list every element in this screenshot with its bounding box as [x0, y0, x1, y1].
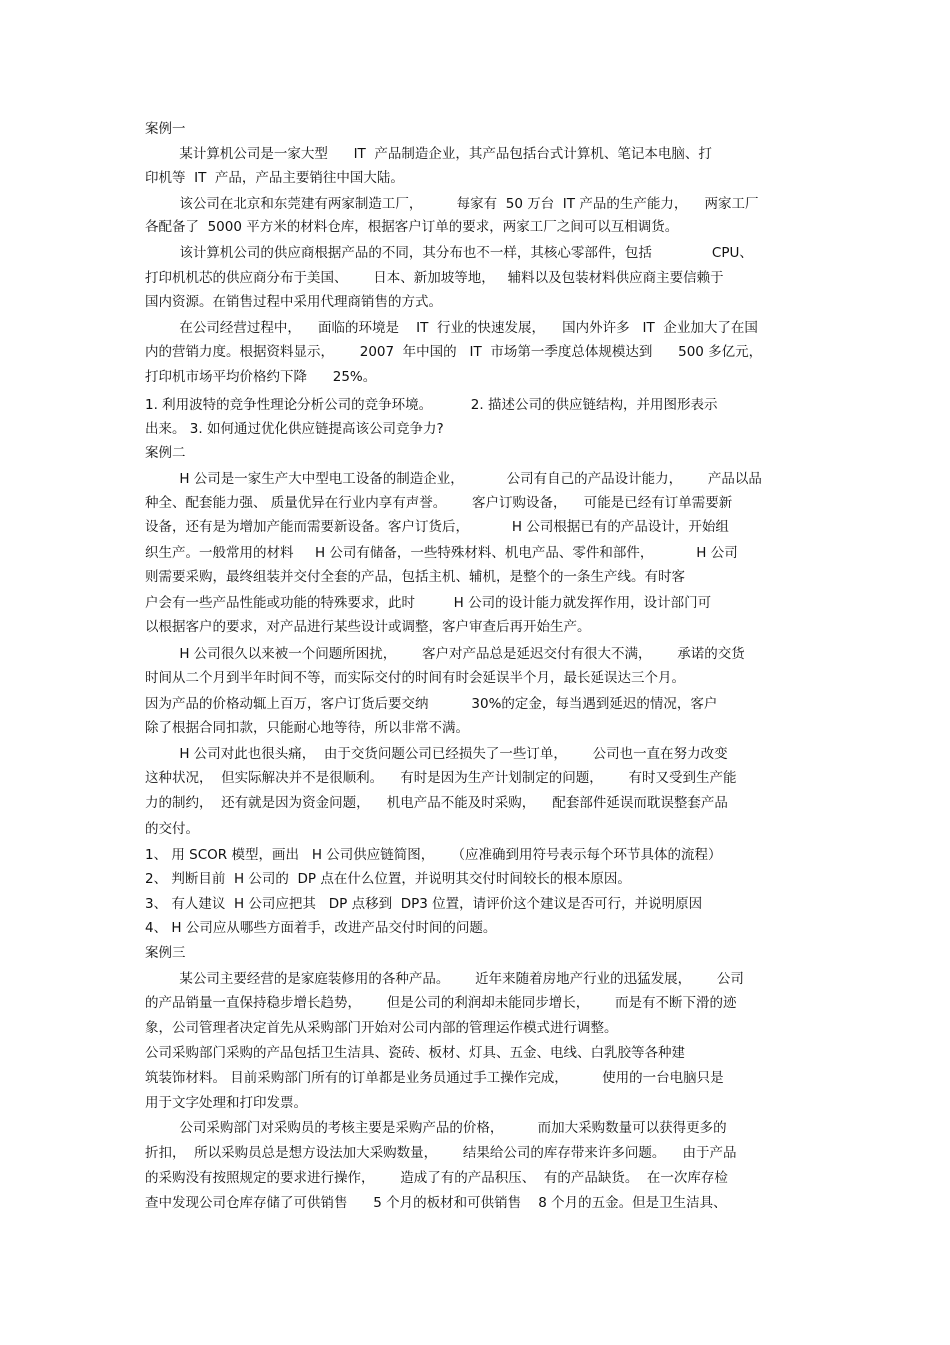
- text-line: 象，公司管理者决定首先从采购部门开始对公司内部的管理运作模式进行调整。: [145, 1020, 618, 1036]
- text-line: H 公司很久以来被一个问题所困扰， 客户对产品总是延迟交付有很大不满， 承诺的交货: [145, 646, 745, 662]
- text-line: 3、 有人建议 H 公司应把其 DP 点移到 DP3 位置，请评价这个建议是否可行，并说明原因: [145, 896, 703, 912]
- text-line: 1、 用 SCOR 模型，画出 H 公司供应链简图， （应准确到用符号表示每个环节具体的流程）: [145, 847, 722, 863]
- text-line: 2、 判断目前 H 公司的 DP 点在什么位置，并说明其交付时间较长的根本原因。: [145, 871, 631, 887]
- text-line: 各配备了 5000 平方米的材料仓库，根据客户订单的要求，两家工厂之间可以互相调货。: [145, 219, 679, 235]
- text-line: 1. 利用波特的竞争性理论分析公司的竞争环境。 2. 描述公司的供应链结构，并用图形表示: [145, 397, 718, 413]
- text-line: 时间从二个月到半年时间不等，而实际交付的时间有时会延误半个月，最长延误达三个月。: [145, 670, 685, 686]
- text-line: 案例二: [145, 445, 186, 461]
- text-line: 内的营销力度。根据资料显示， 2007 年中国的 IT 市场第一季度总体规模达到 500 多亿元，: [145, 344, 763, 360]
- text-line: 折扣， 所以采购员总是想方设法加大采购数量， 结果给公司的库存带来许多问题。 由于产品: [145, 1145, 737, 1161]
- text-line: 出来。 3. 如何通过优化供应链提高该公司竞争力?: [145, 421, 444, 437]
- text-line: 印机等 IT 产品，产品主要销往中国大陆。: [145, 170, 404, 186]
- text-line: H 公司是一家生产大中型电工设备的制造企业， 公司有自己的产品设计能力， 产品以品: [145, 471, 762, 487]
- text-line: 织生产。一般常用的材料 H 公司有储备，一些特殊材料、机电产品、零件和部件， H 公司: [145, 545, 738, 561]
- text-line: 查中发现公司仓库存储了可供销售 5 个月的板材和可供销售 8 个月的五金。但是卫生洁具、: [145, 1195, 727, 1211]
- text-line: 公司采购部门采购的产品包括卫生洁具、瓷砖、板材、灯具、五金、电线、白乳胶等各种建: [145, 1045, 685, 1061]
- text-line: 4、 H 公司应从哪些方面着手，改进产品交付时间的问题。: [145, 920, 497, 936]
- text-line: 的交付。: [145, 821, 199, 837]
- text-line: 除了根据合同扣款，只能耐心地等待，所以非常不满。: [145, 720, 469, 736]
- text-line: 国内资源。在销售过程中采用代理商销售的方式。: [145, 294, 442, 310]
- text-line: 因为产品的价格动辄上百万，客户订货后要交纳 30%的定金，每当遇到延迟的情况，客户: [145, 696, 718, 712]
- text-line: 打印机市场平均价格约下降 25%。: [145, 369, 377, 385]
- text-line: 种全、配套能力强、 质量优异在行业内享有声誉。 客户订购设备， 可能是已经有订单需要新: [145, 495, 733, 511]
- text-line: 公司采购部门对采购员的考核主要是采购产品的价格， 而加大采购数量可以获得更多的: [145, 1120, 727, 1136]
- text-line: 用于文字处理和打印发票。: [145, 1095, 307, 1111]
- text-line: 该公司在北京和东莞建有两家制造工厂， 每家有 50 万台 IT 产品的生产能力， 两家工厂: [145, 196, 759, 212]
- text-line: 的产品销量一直保持稳步增长趋势， 但是公司的利润却未能同步增长， 而是有不断下滑的迹: [145, 995, 737, 1011]
- text-line: 的采购没有按照规定的要求进行操作， 造成了有的产品积压、 有的产品缺货。 在一次库存检: [145, 1170, 728, 1186]
- text-line: 打印机机芯的供应商分布于美国、 日本、新加坡等地， 辅料以及包装材料供应商主要信赖于: [145, 270, 724, 286]
- text-line: 该计算机公司的供应商根据产品的不同，其分布也不一样，其核心零部件，包括 CPU、: [145, 245, 753, 261]
- text-line: 这种状况， 但实际解决并不是很顺利。 有时是因为生产计划制定的问题， 有时又受到生产能: [145, 770, 737, 786]
- text-line: 力的制约， 还有就是因为资金问题， 机电产品不能及时采购， 配套部件延误而耽误整套产品: [145, 795, 728, 811]
- text-line: 某计算机公司是一家大型 IT 产品制造企业，其产品包括台式计算机、笔记本电脑、打: [145, 146, 712, 162]
- text-line: 设备，还有是为增加产能而需要新设备。客户订货后， H 公司根据已有的产品设计，开始组: [145, 519, 729, 535]
- text-line: 案例三: [145, 945, 186, 961]
- text-line: 在公司经营过程中， 面临的环境是 IT 行业的快速发展， 国内外许多 IT 企业加大了在国: [145, 320, 758, 336]
- text-line: H 公司对此也很头痛， 由于交货问题公司已经损失了一些订单， 公司也一直在努力改变: [145, 746, 728, 762]
- text-line: 筑装饰材料。 目前采购部门所有的订单都是业务员通过手工操作完成， 使用的一台电脑只是: [145, 1070, 724, 1086]
- text-line: 某公司主要经营的是家庭装修用的各种产品。 近年来随着房地产行业的迅猛发展， 公司: [145, 971, 744, 987]
- text-line: 以根据客户的要求，对产品进行某些设计或调整，客户审查后再开始生产。: [145, 619, 591, 635]
- text-line: 案例一: [145, 121, 186, 137]
- text-line: 户会有一些产品性能或功能的特殊要求，此时 H 公司的设计能力就发挥作用，设计部门可: [145, 595, 712, 611]
- text-line: 则需要采购，最终组装并交付全套的产品，包括主机、辅机，是整个的一条生产线。有时客: [145, 569, 685, 585]
